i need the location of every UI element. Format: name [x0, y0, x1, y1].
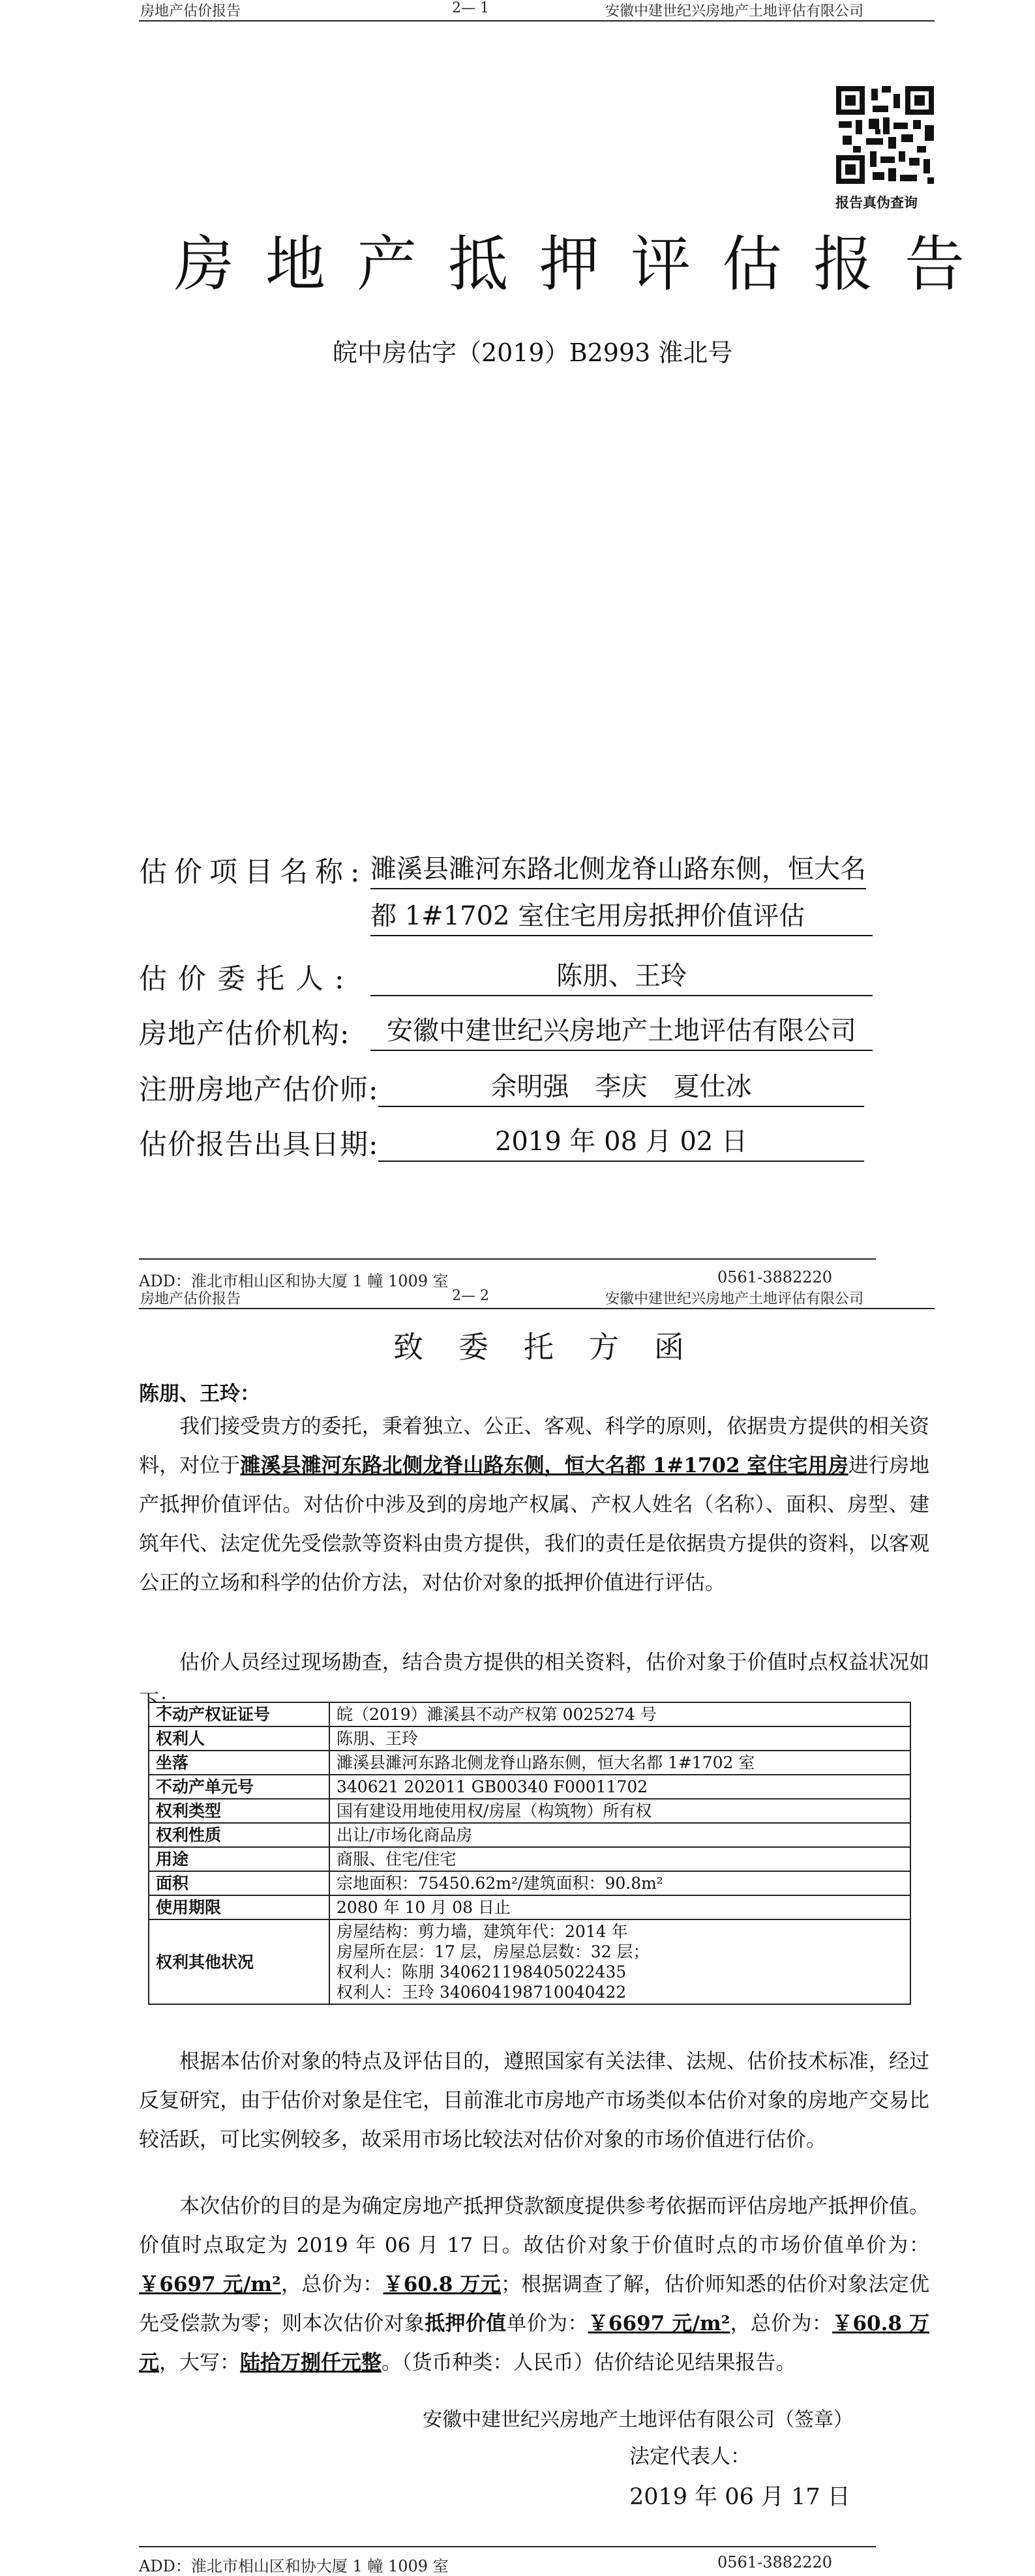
- letter-paragraph-1: [139, 1407, 929, 1603]
- table-value-line: 房屋所在层：17 层，房屋总层数：32 层；: [337, 1942, 650, 1961]
- property-rights-table: [148, 1702, 911, 2005]
- page1-footer-address: ADD：淮北市相山区和协大厦 1 幢 1009 室: [139, 1272, 449, 1290]
- table-value-cell: [329, 1895, 910, 1919]
- letter-paragraph-3: 根据本估价对象的特点及评估目的，遵照国家有关法律、法规、估价技术标准，经过反复研究，由于估价对象是住宅，目前淮北市房地产市场类似本估价对象的房地产交易比较活跃，可比实例较多，故采用市场比较法对估价对象的市场价值进行估价。: [139, 2050, 929, 2152]
- page2-header-page-number: 2— 2: [452, 1288, 489, 1304]
- report-date-label: 估价报告出具日期:: [139, 1129, 379, 1161]
- letter-title: 致委托方函: [393, 1329, 719, 1365]
- table-value-line: 濉溪县濉河东路北侧龙脊山路东侧，恒大名都 1#1702 室: [337, 1753, 755, 1772]
- table-value-line: 宗地面积：75450.62m²/建筑面积：90.8m²: [337, 1874, 663, 1893]
- table-row: [149, 1895, 910, 1919]
- table-row: [149, 1702, 910, 1726]
- table-value-cell: [329, 1751, 910, 1775]
- page1-header-left: 房地产估价报告: [140, 3, 241, 20]
- table-key-cell: 权利性质: [149, 1823, 329, 1847]
- table-value-line: 陈朋、王玲: [337, 1729, 419, 1748]
- page2-header-rule: [139, 1308, 935, 1309]
- table-value-cell: [329, 1775, 910, 1799]
- table-key-cell: 用途: [149, 1847, 329, 1871]
- table-value-line: 2080 年 10 月 08 日止: [337, 1898, 511, 1917]
- table-key-cell: 权利其他状况: [149, 1919, 329, 2004]
- table-value-cell: [329, 1847, 910, 1871]
- table-row: [149, 1871, 910, 1895]
- table-value-line: 房屋结构：剪力墙，建筑年代：2014 年: [337, 1922, 628, 1941]
- mortgage-unit-price: ￥6697 元/m²: [588, 2312, 730, 2335]
- table-key-cell: 权利类型: [149, 1799, 329, 1823]
- table-value-line: 340621 202011 GB00340 F00011702: [337, 1777, 648, 1796]
- table-key-cell: 坐落: [149, 1751, 329, 1775]
- table-value-cell: [329, 1823, 910, 1847]
- agency-label: 房地产估价机构:: [139, 1018, 350, 1050]
- report-date-value: 2019 年 08 月 02 日: [378, 1123, 864, 1162]
- table-value-cell: [329, 1919, 910, 2004]
- table-value-line: 商服、住宅/住宅: [337, 1850, 457, 1869]
- client-label: 估价委托人:: [139, 963, 355, 996]
- letter-salutation: 陈朋、王玲：: [139, 1382, 260, 1406]
- project-name-line1: 濉溪县濉河东路北侧龙脊山路东侧，恒大名: [370, 850, 866, 889]
- qr-code-icon: [836, 86, 934, 184]
- table-row: [149, 1775, 910, 1799]
- client-value: 陈朋、王玲: [370, 957, 873, 996]
- page1-header-right: 安徽中建世纪兴房地产土地评估有限公司: [605, 3, 864, 20]
- project-name-line2: 都 1#1702 室住宅用房抵押价值评估: [370, 897, 873, 936]
- letter-paragraph-2: 估价人员经过现场勘查，结合贵方提供的相关资料，估价对象于价值时点权益状况如下：: [139, 1651, 929, 1713]
- table-row: [149, 1751, 910, 1775]
- paragraph-1-text-a: 我们接受贵方的委托，秉着独立、公正、客观、科学的原则，依据贵方提供的相关资料，对位于: [139, 1415, 929, 1477]
- table-value-cell: [329, 1702, 910, 1726]
- table-key-cell: 面积: [149, 1871, 329, 1895]
- table-row: [149, 1799, 910, 1823]
- signature-legal-rep: 法定代表人：: [629, 2445, 751, 2468]
- paragraph-4-text-g: 。（货币种类：人民币）估价结论见结果报告。: [382, 2351, 796, 2375]
- mortgage-total-price: ￥60.8 万元: [139, 2312, 930, 2375]
- table-value-cell: [329, 1726, 910, 1751]
- page2-footer-phone: 0561-3882220: [717, 2553, 833, 2571]
- paragraph-4-text-e: ，总价为：: [730, 2312, 833, 2335]
- table-value-cell: [329, 1871, 910, 1895]
- table-value-line: 权利人：陈朋 340621198405022435: [337, 1962, 627, 1981]
- table-value-line: 出让/市场化商品房: [337, 1826, 473, 1844]
- paragraph-4-text-f: ，大写：: [159, 2351, 240, 2375]
- appraiser-label: 注册房地产估价师:: [139, 1074, 379, 1106]
- table-key-cell: 权利人: [149, 1726, 329, 1751]
- paragraph-4-text-c: ；根据调查了解，估价师知悉的估价对象法定优先受偿款为零；则本次估价对象: [139, 2273, 930, 2335]
- letter-paragraph-4: [139, 2187, 929, 2382]
- paragraph-4-text-a: 本次估价的目的是为确定房地产抵押贷款额度提供参考依据而评估房地产抵押价值。价值时点取定为 2019 年 06 月 17 日。故估价对象于价值时点的市场价值单价为：: [139, 2195, 929, 2257]
- page1-header-rule: [139, 20, 935, 22]
- table-row: [149, 1726, 910, 1751]
- page1-header-page-number: 2— 1: [452, 0, 489, 16]
- project-name-label: 估价项目名称:: [139, 856, 367, 889]
- paragraph-4-text-b: ，总价为：: [280, 2273, 383, 2296]
- signature-date: 2019 年 06 月 17 日: [629, 2484, 850, 2510]
- appraiser-value: 余明强 李庆 夏仕冰: [378, 1068, 864, 1107]
- table-row: [149, 1823, 910, 1847]
- signature-company: 安徽中建世纪兴房地产土地评估有限公司（签章）: [423, 2408, 853, 2431]
- page2-footer-address: ADD：淮北市相山区和协大厦 1 幢 1009 室: [139, 2557, 449, 2575]
- table-row: [149, 1847, 910, 1871]
- report-number: 皖中房估字（2019）B2993 淮北号: [333, 338, 733, 367]
- unit-price: ￥6697 元/m²: [139, 2273, 281, 2296]
- table-key-cell: 不动产权证证号: [149, 1702, 329, 1726]
- page2-footer-rule: [139, 2546, 876, 2547]
- qr-caption: 报告真伪查询: [835, 194, 918, 211]
- table-key-cell: 使用期限: [149, 1895, 329, 1919]
- mortgage-value-term: 抵押价值: [425, 2312, 507, 2335]
- total-price: ￥60.8 万元: [383, 2273, 501, 2296]
- paragraph-4-text-d: 单价为：: [506, 2312, 588, 2335]
- table-key-cell: 不动产单元号: [149, 1775, 329, 1799]
- table-row: [149, 1919, 910, 2004]
- property-location-highlight: 濉溪县濉河东路北侧龙脊山路东侧，恒大名都 1#1702 室住宅用房: [240, 1454, 848, 1477]
- page2-header-left: 房地产估价报告: [140, 1291, 241, 1307]
- page1-footer-rule: [139, 1258, 876, 1260]
- paragraph-1-text-b: 进行房地产抵押价值评估。对估价中涉及到的房地产权属、产权人姓名（名称）、面积、房型、建筑年代、法定优先受偿款等资料由贵方提供，我们的责任是依据贵方提供的资料，以客观公正的立场和科学的估价方法，对估价对象的抵押价值进行评估。: [139, 1454, 930, 1595]
- table-value-line: 权利人：王玲 340604198710040422: [337, 1983, 627, 2002]
- report-title: 房地产抵押评估报告: [174, 229, 997, 299]
- page2-header-right: 安徽中建世纪兴房地产土地评估有限公司: [605, 1291, 864, 1307]
- table-value-cell: [329, 1799, 910, 1823]
- agency-value: 安徽中建世纪兴房地产土地评估有限公司: [370, 1012, 873, 1051]
- page1-footer-phone: 0561-3882220: [717, 1268, 833, 1286]
- table-value-line: 皖（2019）濉溪县不动产权第 0025274 号: [337, 1705, 657, 1724]
- table-value-line: 国有建设用地使用权/房屋（构筑物）所有权: [337, 1801, 652, 1820]
- total-price-uppercase: 陆拾万捌仟元整: [240, 2351, 382, 2375]
